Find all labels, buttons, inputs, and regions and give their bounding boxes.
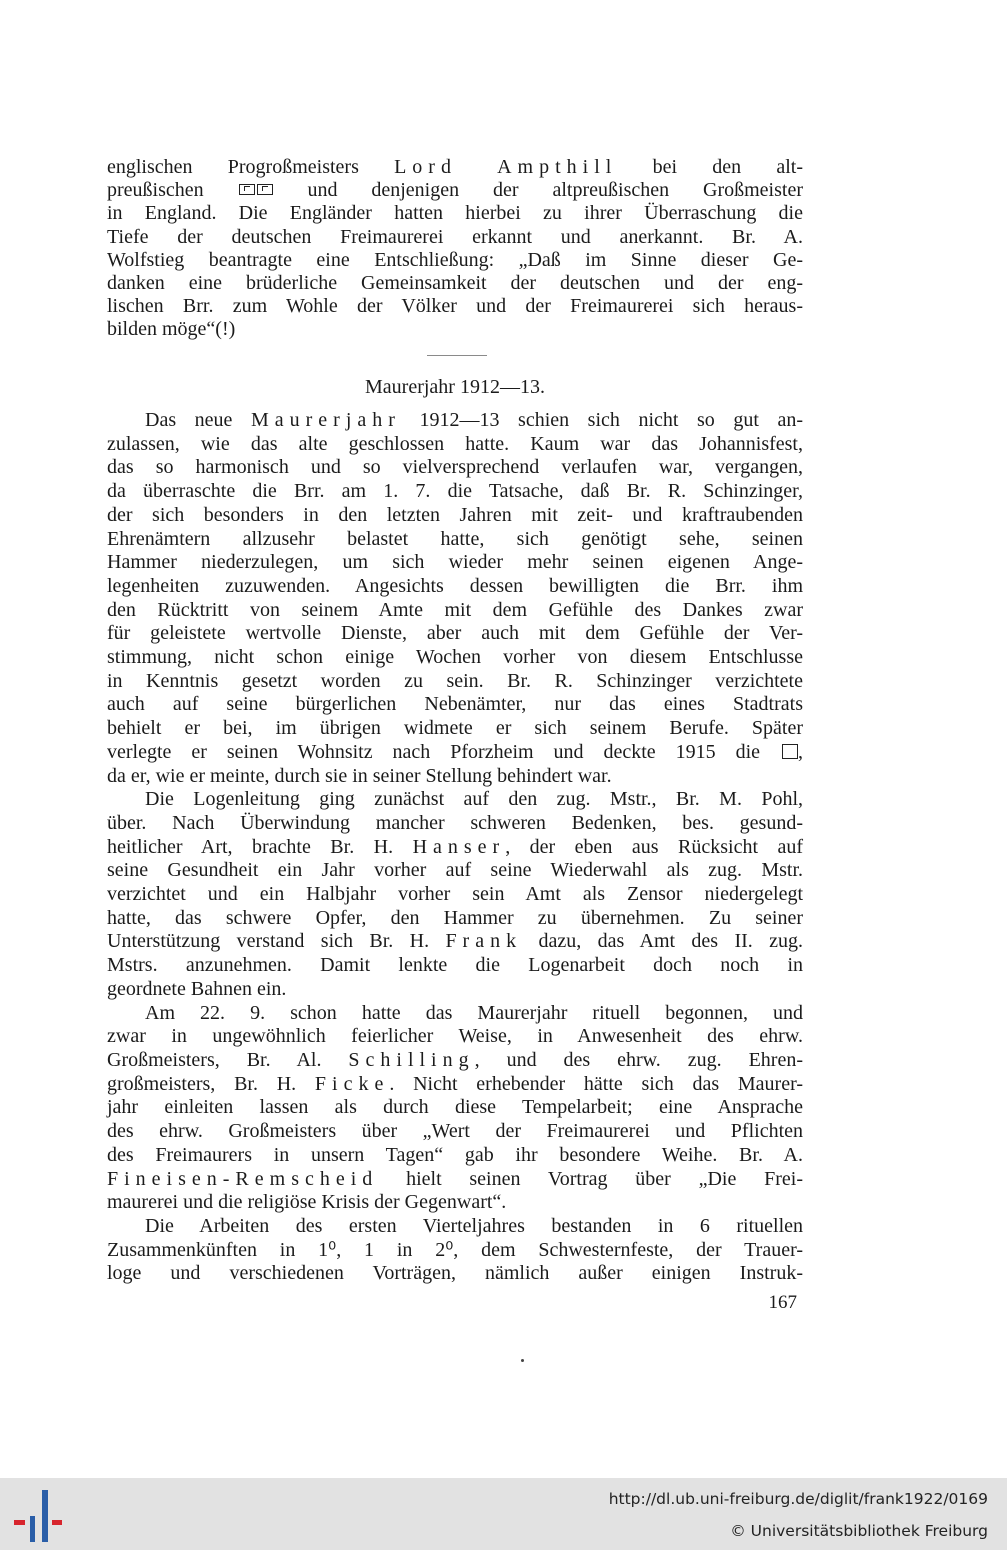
text-run: , und des ehrw. zug. Ehren- (474, 1048, 803, 1071)
text-run: zulassen, wie das alte geschlossen hatte. Kaum war das Johannisfest, (107, 432, 803, 455)
text-run: heitlicher Art, brachte Br. H. (107, 835, 413, 858)
text-line (107, 717, 803, 741)
text-line (107, 179, 803, 202)
lodge-square-icon (782, 744, 798, 759)
text-line (107, 433, 803, 457)
text-run: verlegte er seinen Wohnsitz nach Pforzheim und deckte 1915 die (107, 740, 780, 763)
text-run: für geleistete wertvolle Dienste, aber auch mit dem Gefühle der Ver- (107, 622, 803, 645)
paragraph (107, 409, 803, 788)
ub-freiburg-logo-icon (14, 1490, 62, 1542)
text-line (107, 1096, 803, 1120)
text-run: in England. Die Engländer hatten hierbei zu ihrer Überraschung die (107, 202, 803, 225)
text-run: Wolfstieg beantragte eine Entschließung: „Daß im Sinne dieser Ge- (107, 248, 803, 271)
text-line (107, 1215, 803, 1239)
text-line (107, 693, 803, 717)
text-run: Ehrenämtern allzusehr belastet hatte, sich genötigt sehe, seinen (107, 527, 803, 550)
text-run: loge und verschiedenen Vorträgen, nämlich außer einigen Instruk- (107, 1262, 803, 1285)
text-line (107, 1025, 803, 1049)
letter-spaced-name: Fineisen-Remscheid (107, 1167, 379, 1190)
letter-spaced-name: Hanser (412, 835, 506, 858)
text-run: da er, wie er meinte, durch sie in seiner Stellung behindert war. (107, 764, 612, 787)
text-run: über. Nach Überwindung mancher schweren Bedenken, bes. gesund- (107, 811, 803, 834)
section-divider (427, 355, 487, 356)
text-run: Tiefe der deutschen Freimaurerei erkannt und anerkannt. Br. A. (107, 225, 803, 248)
text-line (107, 1191, 803, 1215)
text-run: dazu, das Amt des II. zug. (522, 930, 803, 953)
text-run: Hammer niederzulegen, um sich wieder mehr seinen eigenen Ange- (107, 551, 803, 574)
text-run: der sich besonders in den letzten Jahren mit zeit- und kraftraubenden (107, 503, 803, 526)
text-run: bilden möge“(!) (107, 318, 236, 341)
letter-spaced-name: Schilling (348, 1048, 475, 1071)
text-run: großmeisters, Br. H. (107, 1072, 315, 1095)
intro-text-block (107, 156, 803, 342)
lodge-symbol-icon (257, 184, 273, 195)
text-line (107, 978, 803, 1002)
text-run: Am 22. 9. schon hatte das Maurerjahr rituell begonnen, und (145, 1001, 803, 1024)
text-run: zwar in ungewöhnlich feierlicher Weise, in Anwesenheit des ehrw. (107, 1025, 803, 1048)
text-line (107, 575, 803, 599)
text-line (107, 622, 803, 646)
text-run: Mstrs. anzunehmen. Damit lenkte die Logenarbeit doch noch in (107, 954, 803, 977)
text-line (107, 1262, 803, 1286)
text-run: geordnete Bahnen ein. (107, 977, 287, 1000)
text-run: 1912—13 schien sich nicht so gut an- (400, 409, 803, 431)
text-line (107, 456, 803, 480)
text-line (107, 409, 803, 433)
section-text-block (107, 409, 803, 1286)
letter-spaced-name: Ficke (314, 1072, 390, 1095)
text-line (107, 599, 803, 623)
text-line (107, 765, 803, 789)
text-line (107, 788, 803, 812)
paragraph (107, 1002, 803, 1215)
text-line (107, 504, 803, 528)
text-line (107, 836, 803, 860)
text-run: seine Gesundheit ein Jahr vorher auf seine Wiederwahl als zug. Mstr. (107, 859, 803, 882)
text-run: stimmung, nicht schon einige Wochen vorher von diesem Entschlusse (107, 646, 803, 669)
text-line (107, 741, 803, 765)
text-line (107, 480, 803, 504)
text-run: jahr einleiten lassen als durch diese Tempelarbeit; eine Ansprache (107, 1096, 803, 1119)
text-line (107, 859, 803, 883)
text-line (107, 1239, 803, 1263)
text-run: Zusammenkünften in 1⁰, 1 in 2⁰, dem Schwesternfeste, der Trauer- (107, 1238, 803, 1261)
text-line (107, 528, 803, 552)
text-run: , der eben aus Rücksicht auf (505, 835, 804, 858)
text-run: Die Logenleitung ging zunächst auf den zug. Mstr., Br. M. Pohl, (145, 788, 803, 811)
text-line (107, 318, 803, 341)
text-line (107, 883, 803, 907)
text-line (107, 1144, 803, 1168)
text-line (107, 1120, 803, 1144)
text-line (107, 1073, 803, 1097)
text-line (107, 249, 803, 272)
text-run: verzichtet und ein Halbjahr vorher sein Amt als Zensor niedergelegt (107, 883, 803, 906)
text-line (107, 1168, 803, 1192)
text-run: lischen Brr. zum Wohle der Völker und der Freimaurerei sich heraus- (107, 295, 803, 318)
text-run: und denjenigen der altpreußischen Großmeister (273, 179, 803, 202)
text-run: englischen Progroßmeisters (107, 156, 395, 178)
text-run: bei den alt- (617, 156, 803, 178)
letter-spaced-name: Frank (445, 930, 523, 953)
text-run: da überraschte die Brr. am 1. 7. die Tatsache, daß Br. R. Schinzinger, (107, 480, 803, 503)
text-line (107, 954, 803, 978)
lodge-symbol-icon (239, 184, 255, 195)
text-line (107, 646, 803, 670)
text-line (107, 812, 803, 836)
letter-spaced-name: Lord Ampthill (394, 156, 618, 178)
text-line (107, 202, 803, 225)
text-run: , (798, 740, 803, 763)
text-run: den Rücktritt von seinem Amte mit dem Gefühle des Dankes zwar (107, 598, 803, 621)
text-line (107, 1049, 803, 1073)
text-run: maurerei und die religiöse Krisis der Gegenwart“. (107, 1191, 507, 1214)
text-run: des ehrw. Großmeisters über „Wert der Freimaurerei und Pflichten (107, 1120, 803, 1143)
text-run: Die Arbeiten des ersten Vierteljahres bestanden in 6 rituellen (145, 1214, 803, 1237)
text-run: das so harmonisch und so vielversprechend verlaufen war, vergangen, (107, 456, 803, 479)
text-line (107, 272, 803, 295)
letter-spaced-name: Maurerjahr (250, 409, 401, 431)
text-line (107, 156, 803, 179)
text-line (107, 907, 803, 931)
page-number: 167 (768, 1292, 797, 1313)
paragraph (107, 788, 803, 1001)
text-run: in Kenntnis gesetzt worden zu sein. Br. R. Schinzinger verzichtete (107, 669, 803, 692)
text-run: Unterstützung verstand sich Br. H. (107, 930, 446, 953)
paragraph (107, 1215, 803, 1286)
text-run: danken eine brüderliche Gemeinsamkeit der deutschen und der eng- (107, 272, 803, 295)
paragraph (107, 156, 803, 342)
section-heading: Maurerjahr 1912—13. (365, 376, 545, 398)
text-run: des Freimaurers in unsern Tagen“ gab ihr besondere Weihe. Br. A. (107, 1143, 803, 1166)
text-run: auch auf seine bürgerlichen Nebenämter, nur das eines Stadtrats (107, 693, 803, 716)
text-line (107, 551, 803, 575)
text-run: behielt er bei, im übrigen widmete er sich seinem Berufe. Später (107, 717, 803, 740)
text-run: hatte, das schwere Opfer, den Hammer zu übernehmen. Zu seiner (107, 906, 803, 929)
text-line (107, 1002, 803, 1026)
scan-speck (521, 1359, 524, 1362)
text-run: hielt seinen Vortrag über „Die Frei- (378, 1167, 803, 1190)
text-run: legenheiten zuzuwenden. Angesichts dessen bewilligten die Brr. ihm (107, 574, 803, 597)
text-run: preußischen (107, 179, 238, 202)
text-line (107, 930, 803, 954)
library-footer (0, 1478, 1007, 1550)
text-run: Das neue (145, 409, 251, 431)
text-run: . Nicht erhebender hätte sich das Maurer- (389, 1072, 804, 1095)
text-run: Großmeisters, Br. Al. (107, 1048, 349, 1071)
text-line (107, 226, 803, 249)
text-line (107, 295, 803, 318)
text-line (107, 670, 803, 694)
permalink-url: http://dl.ub.uni-freiburg.de/diglit/frank1922/0169 (608, 1490, 988, 1508)
copyright-notice: © Universitätsbibliothek Freiburg (730, 1522, 988, 1540)
